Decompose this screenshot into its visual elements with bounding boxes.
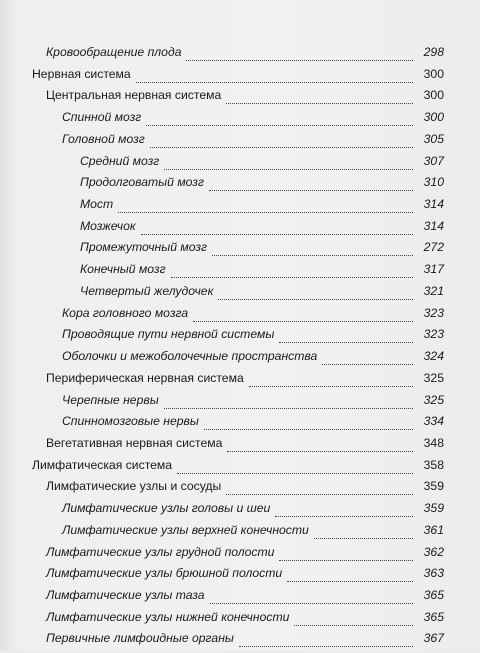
toc-page-number: 358: [423, 457, 444, 472]
toc-page-number: 298: [423, 45, 444, 59]
toc-entry-title: Спинной мозг: [62, 110, 142, 125]
toc-entry-title: Лимфатические узлы брюшной полости: [46, 566, 283, 581]
toc-page-number: 300: [423, 66, 444, 81]
toc-entry-title: Центральная нервная система: [46, 88, 222, 103]
toc-leader-dots: [186, 59, 413, 61]
toc-entry-title: Проводящие пути нервной системы: [62, 327, 275, 342]
toc-entry: [0, 306, 480, 328]
toc-page-number: 365: [423, 609, 444, 624]
toc-entry: [0, 414, 480, 436]
toc-page-number: 365: [423, 587, 444, 602]
toc-entry-title: Мозжечок: [80, 218, 136, 233]
toc-page-number: 359: [423, 501, 444, 516]
toc-entry-title: Оболочки и межоболочечные пространства: [62, 349, 318, 364]
toc-entry-title: Лимфатические узлы верхней конечности: [62, 522, 309, 537]
toc-leader-dots: [227, 450, 413, 452]
toc-entry: [0, 197, 480, 219]
toc-entry-title: Мост: [80, 197, 114, 212]
toc-page-number: 363: [423, 566, 444, 581]
toc-entry: [0, 67, 480, 89]
toc-entry: [0, 371, 480, 393]
toc-leader-dots: [193, 320, 413, 322]
toc-entry-title: Вегетативная нервная система: [46, 435, 223, 450]
toc-leader-dots: [118, 211, 413, 213]
toc-page-number: 334: [423, 414, 444, 429]
toc-entry: [0, 588, 480, 610]
toc-entry: [0, 458, 480, 480]
toc-entry: [0, 284, 480, 306]
toc-entry: [0, 240, 480, 262]
toc-entry-title: Четвертый желудочек: [80, 283, 214, 298]
toc-page-number: 361: [423, 522, 444, 537]
toc-entry-title: Головной мозг: [62, 131, 145, 146]
toc-entry: [0, 88, 480, 110]
toc-leader-dots: [146, 124, 413, 126]
toc-leader-dots: [177, 472, 413, 474]
toc-leader-dots: [209, 189, 413, 191]
toc-entry: [0, 154, 480, 176]
toc-page-number: 325: [423, 370, 444, 385]
toc-leader-dots: [164, 407, 413, 409]
toc-page-number: 362: [423, 544, 444, 559]
toc-entry: [0, 262, 480, 284]
toc-page-number: 348: [423, 435, 444, 450]
toc-leader-dots: [204, 428, 413, 430]
toc-leader-dots: [226, 102, 413, 104]
toc-page-number: 321: [423, 283, 444, 298]
toc-entry-title: Продолговатый мозг: [80, 175, 204, 190]
toc-entry-title: Средний мозг: [80, 153, 160, 168]
toc-entry-title: Спинномозговые нервы: [62, 414, 199, 429]
table-of-contents: [0, 45, 480, 653]
toc-entry: [0, 219, 480, 241]
toc-leader-dots: [279, 341, 413, 343]
toc-page-number: 314: [423, 197, 444, 212]
toc-entry: [0, 110, 480, 132]
toc-page-number: 359: [423, 479, 444, 494]
toc-leader-dots: [141, 233, 413, 235]
toc-entry: [0, 501, 480, 523]
toc-entry: [0, 393, 480, 415]
toc-entry-title: Лимфатические узлы таза: [46, 587, 205, 602]
toc-leader-dots: [136, 81, 413, 83]
toc-leader-dots: [210, 602, 413, 604]
toc-page-number: 323: [423, 327, 444, 342]
toc-leader-dots: [314, 537, 413, 539]
toc-entry-title: Черепные нервы: [62, 392, 159, 407]
toc-entry-title: Лимфатические узлы нижней конечности: [46, 609, 290, 624]
toc-entry-title: Лимфатические узлы головы и шеи: [62, 501, 271, 516]
toc-entry: [0, 523, 480, 545]
toc-entry-title: Конечный мозг: [80, 262, 166, 277]
toc-page-number: 305: [423, 131, 444, 146]
toc-page-number: 300: [423, 88, 444, 103]
toc-entry: [0, 349, 480, 371]
toc-leader-dots: [322, 363, 413, 365]
toc-page-number: 307: [423, 153, 444, 168]
toc-entry: [0, 132, 480, 154]
toc-leader-dots: [150, 146, 413, 148]
toc-leader-dots: [218, 298, 413, 300]
toc-entry-title: Периферическая нервная система: [46, 370, 244, 385]
toc-leader-dots: [164, 168, 413, 170]
toc-entry: [0, 436, 480, 458]
toc-page-number: 323: [423, 305, 444, 320]
toc-entry: [0, 479, 480, 501]
toc-entry: [0, 566, 480, 588]
toc-leader-dots: [275, 515, 413, 517]
toc-page-number: 314: [423, 218, 444, 233]
toc-page-number: 300: [423, 110, 444, 125]
toc-page-number: 310: [423, 175, 444, 190]
toc-entry-title: Лимфатические узлы и сосуды: [46, 479, 222, 494]
toc-entry-title: Лимфатические узлы грудной полости: [46, 544, 275, 559]
toc-entry: [0, 545, 480, 567]
toc-entry: [0, 45, 480, 67]
toc-leader-dots: [279, 559, 413, 561]
toc-leader-dots: [249, 385, 413, 387]
toc-entry-title: Кора головного мозга: [62, 305, 189, 320]
toc-entry-title: Лимфатическая система: [32, 457, 173, 472]
toc-entry-title: Кровообращение плода: [46, 45, 182, 59]
toc-page-number: 324: [423, 349, 444, 364]
toc-page-number: 325: [423, 392, 444, 407]
toc-page-number: 367: [423, 631, 444, 646]
toc-leader-dots: [239, 645, 413, 647]
toc-page-number: 317: [423, 262, 444, 277]
toc-page-number: 272: [423, 240, 444, 255]
toc-entry: [0, 175, 480, 197]
toc-leader-dots: [212, 254, 413, 256]
toc-leader-dots: [287, 580, 413, 582]
toc-entry: [0, 327, 480, 349]
toc-leader-dots: [294, 624, 413, 626]
toc-entry: [0, 610, 480, 632]
toc-leader-dots: [226, 493, 413, 495]
toc-entry-title: Первичные лимфоидные органы: [46, 631, 234, 646]
toc-entry-title: Нервная система: [32, 66, 131, 81]
toc-leader-dots: [171, 276, 413, 278]
toc-entry-title: Промежуточный мозг: [80, 240, 208, 255]
